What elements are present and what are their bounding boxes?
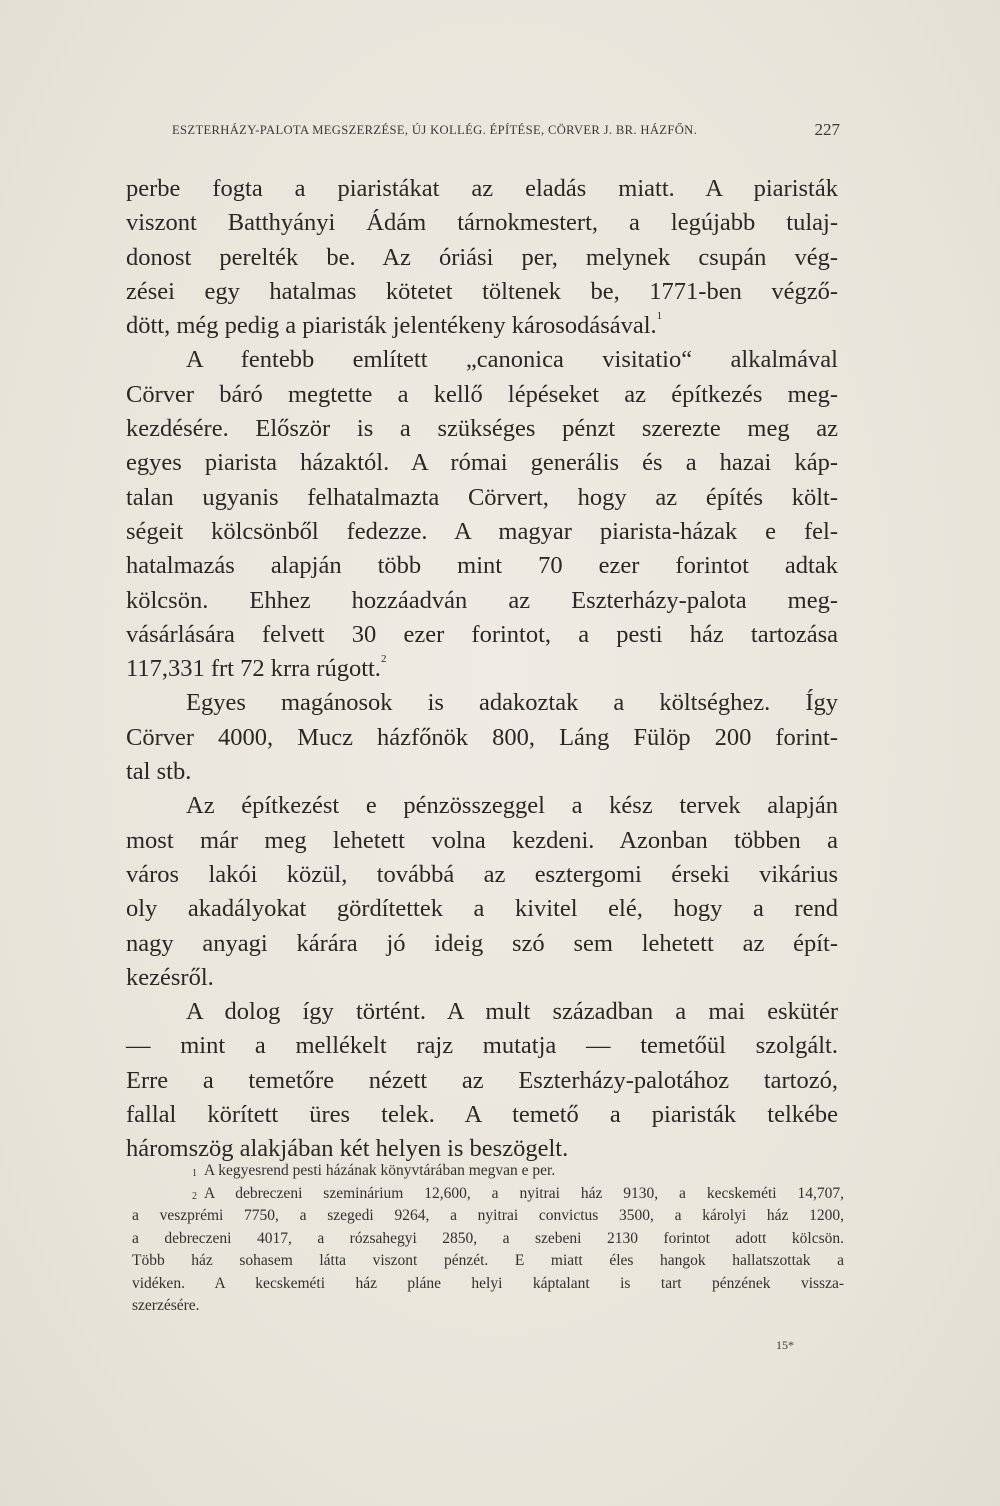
- footnote-2-line: vidéken. A kecskeméti ház pláne helyi káptalant is tart pénzének vissza-: [132, 1274, 844, 1292]
- footnote-2-line: a veszprémi 7750, a szegedi 9264, a nyitrai convictus 3500, a károlyi ház 1200,: [132, 1207, 844, 1224]
- text-line: kezdésére. Először is a szükséges pénzt szerezte meg az: [126, 415, 838, 443]
- footnote-2-line: a debreczeni 4017, a rózsahegyi 2850, a szebeni 2130 forintot adott kölcsön.: [132, 1229, 844, 1247]
- running-head: [172, 120, 840, 144]
- text-line-content: 117,331 frt 72 krra rúgott.: [126, 655, 381, 683]
- page-number: 227: [814, 120, 840, 139]
- footnote-1: [132, 1160, 844, 1183]
- text-line: város lakói közül, továbbá az esztergomi érseki vikárius: [126, 860, 838, 888]
- text-line: [126, 652, 838, 686]
- body-text: [126, 172, 838, 1167]
- footnote-2-text: A debreczeni szeminárium 12,600, a nyitrai ház 9130, a kecskeméti 14,707,: [204, 1184, 844, 1202]
- footnote-reference-2: 2: [380, 653, 387, 666]
- text-line: nagy anyagi kárára jó ideig szó sem lehetett az épít-: [126, 929, 838, 957]
- text-line: — mint a mellékelt rajz mutatja — temetőül szolgált.: [126, 1032, 838, 1060]
- text-line: háromszög alakjában két helyen is beszögelt.: [126, 1135, 569, 1163]
- text-line: kezésről.: [126, 963, 214, 991]
- text-line: egyes piarista házaktól. A római generális és a hazai káp-: [126, 449, 838, 477]
- text-line: [126, 309, 838, 343]
- footnote-2-line: szerzésére.: [132, 1297, 200, 1314]
- footnote-2-mark: 2: [192, 1190, 197, 1202]
- text-line: tal stb.: [126, 758, 192, 786]
- text-line: viszont Batthyányi Ádám tárnokmestert, a legújabb tulaj-: [126, 209, 838, 237]
- running-head-title: ESZTERHÁZY-PALOTA MEGSZERZÉSE, ÚJ KOLLÉG. ÉPÍTÉSE, CÖRVER J. BR. HÁZFŐN.: [172, 123, 698, 137]
- text-line: fallal körített üres telek. A temető a piaristák telkébe: [126, 1101, 838, 1129]
- text-line-paragraph-start: Az építkezést e pénzösszeggel a kész tervek alapján: [186, 792, 838, 820]
- footnote-1-mark: 1: [192, 1168, 197, 1179]
- text-line-content: dött, még pedig a piaristák jelentékeny károsodásával.: [126, 312, 657, 340]
- footnotes: [132, 1160, 844, 1318]
- footnote-2-line: [132, 1183, 844, 1206]
- text-line: Erre a temetőre nézett az Eszterházy-palotához tartozó,: [126, 1066, 838, 1094]
- text-line: talan ugyanis felhatalmazta Cörvert, hogy az építés költ-: [126, 483, 838, 511]
- footnote-2-line: Több ház sohasem látta viszont pénzét. E miatt éles hangok hallatszottak a: [132, 1252, 844, 1269]
- text-line: kölcsön. Ehhez hozzáadván az Eszterházy-palota meg-: [126, 586, 838, 614]
- text-line: perbe fogta a piaristákat az eladás miatt. A piaristák: [126, 175, 838, 202]
- text-line: donost perelték be. Az óriási per, melynek csupán vég-: [126, 243, 838, 271]
- footnote-reference-1: 1: [656, 310, 663, 323]
- text-line: Cörver 4000, Mucz házfőnök 800, Láng Fülöp 200 forint-: [126, 723, 838, 751]
- text-line: oly akadályokat gördítettek a kivitel elé, hogy a rend: [126, 895, 838, 923]
- text-line: hatalmazás alapján több mint 70 ezer forintot adtak: [126, 552, 838, 580]
- text-line-paragraph-start: A fentebb említett „canonica visitatio“ alkalmával: [186, 346, 838, 374]
- text-line: most már meg lehetett volna kezdeni. Azonban többen a: [126, 826, 838, 854]
- text-line: ségeit kölcsönből fedezze. A magyar piarista-házak e fel-: [126, 517, 838, 545]
- text-line: vásárlására felvett 30 ezer forintot, a pesti ház tartozása: [126, 620, 838, 648]
- text-line: zései egy hatalmas kötetet töltenek be, 1771-ben végző-: [126, 277, 838, 305]
- text-line: Cörver báró megtette a kellő lépéseket az építkezés meg-: [126, 380, 838, 408]
- printer-signature-mark: 15*: [776, 1338, 794, 1352]
- text-line-paragraph-start: A dolog így történt. A mult században a mai eskütér: [186, 998, 838, 1026]
- footnote-1-text: A kegyesrend pesti házának könyvtárában megvan e per.: [204, 1162, 556, 1179]
- text-line-paragraph-start: Egyes magánosok is adakoztak a költséghez. Így: [186, 689, 838, 717]
